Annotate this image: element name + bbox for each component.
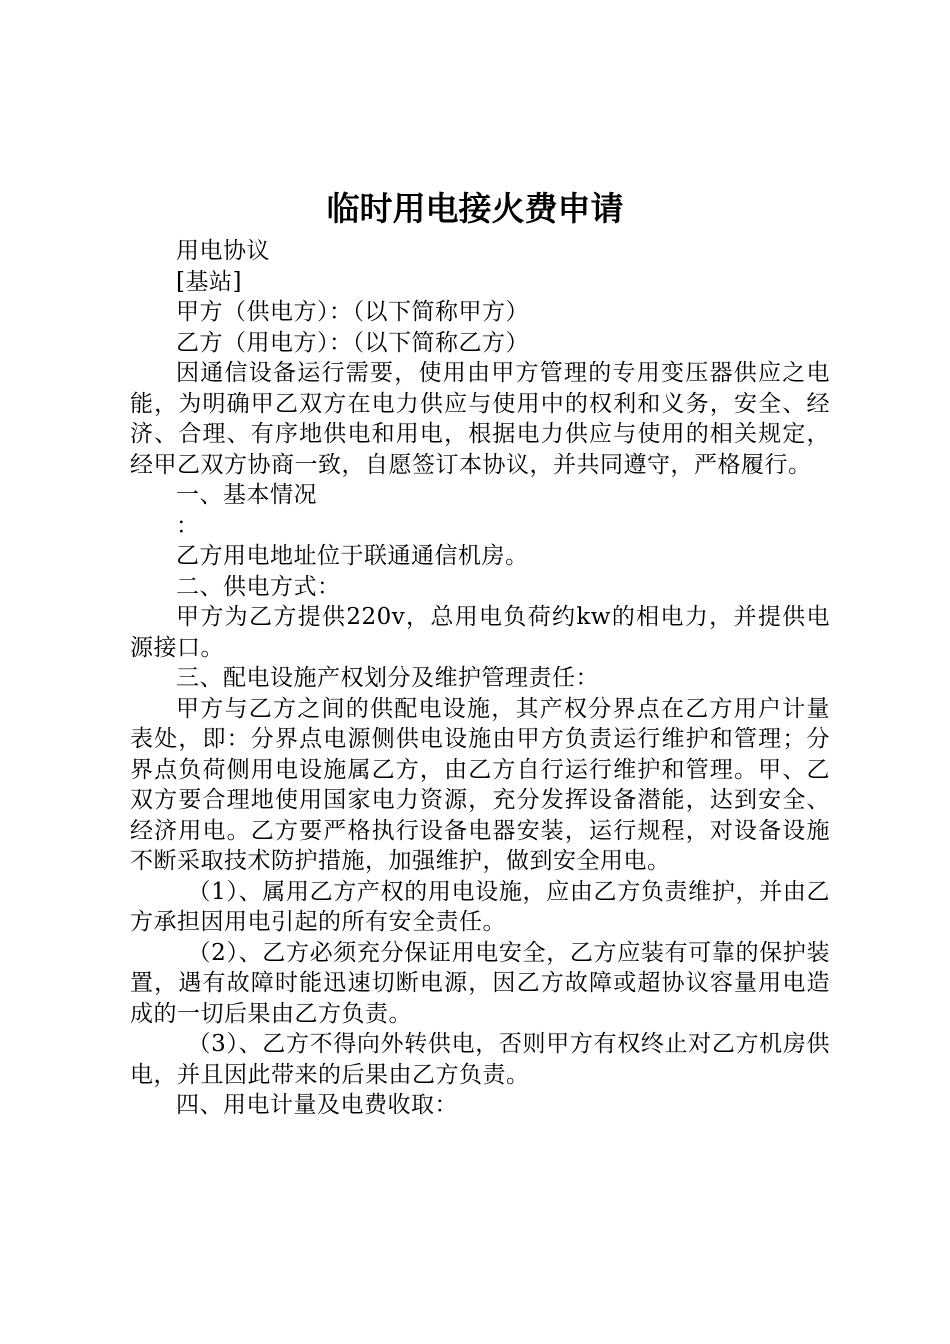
paragraph-preamble: 因通信设备运行需要，使用由甲方管理的专用变压器供应之电能，为明确甲乙双方在电力供应与使用中的权利和义务，安全、经济、合理、有序地供电和用电，根据电力供应与使用的相关规定，经甲乙双方协商一致，自愿签订本协议，并共同遵守，严格履行。 xyxy=(130,360,830,478)
paragraph-party-a: 甲方（供电方）：（以下简称甲方） xyxy=(176,299,529,325)
paragraph-ownership: 甲方与乙方之间的供配电设施，其产权分界点在乙方用户计量表处，即：分界点电源侧供电设施由甲方负责运行维护和管理；分界点负荷侧用电设施属乙方，由乙方自行运行维护和管理。甲、乙双方要合理地使用国家电力资源，充分发挥设备潜能，达到安全、经济用电。乙方要严格执行设备电器安装，运行规程，对设备设施不断采取技术防护措施，加强维护，做到安全用电。 xyxy=(130,695,830,874)
document-body xyxy=(130,236,830,1121)
paragraph-clause-1: （1）、属用乙方产权的用电设施，应由乙方负责维护，并由乙方承担因用电引起的所有安全责任。 xyxy=(130,878,830,935)
paragraph-party-b: 乙方（用电方）：（以下简称乙方） xyxy=(176,329,529,356)
paragraph-supply-method: 甲方为乙方提供220v，总用电负荷约kw的相电力，并提供电源接口。 xyxy=(130,604,830,661)
paragraph-base-station: [基站] xyxy=(176,268,242,295)
paragraph-agreement-heading: 用电协议 xyxy=(176,238,270,264)
section-heading-basic-info: 一、基本情况 xyxy=(176,482,317,508)
paragraph-colon: ： xyxy=(176,512,200,539)
section-heading-supply-method: 二、供电方式： xyxy=(176,573,341,600)
section-heading-ownership: 三、配电设施产权划分及维护管理责任： xyxy=(176,665,599,691)
paragraph-clause-2: （2）、乙方必须充分保证用电安全，乙方应装有可靠的保护装置，遇有故障时能迅速切断电源，因乙方故障或超协议容量用电造成的一切后果由乙方负责。 xyxy=(130,939,830,1027)
section-heading-metering: 四、用电计量及电费收取： xyxy=(176,1092,458,1118)
document-title: 临时用电接火费申请 xyxy=(326,189,624,228)
paragraph-clause-3: （3）、乙方不得向外转供电，否则甲方有权终止对乙方机房供电，并且因此带来的后果由乙方负责。 xyxy=(130,1031,830,1088)
paragraph-address: 乙方用电地址位于联通通信机房。 xyxy=(176,543,529,569)
